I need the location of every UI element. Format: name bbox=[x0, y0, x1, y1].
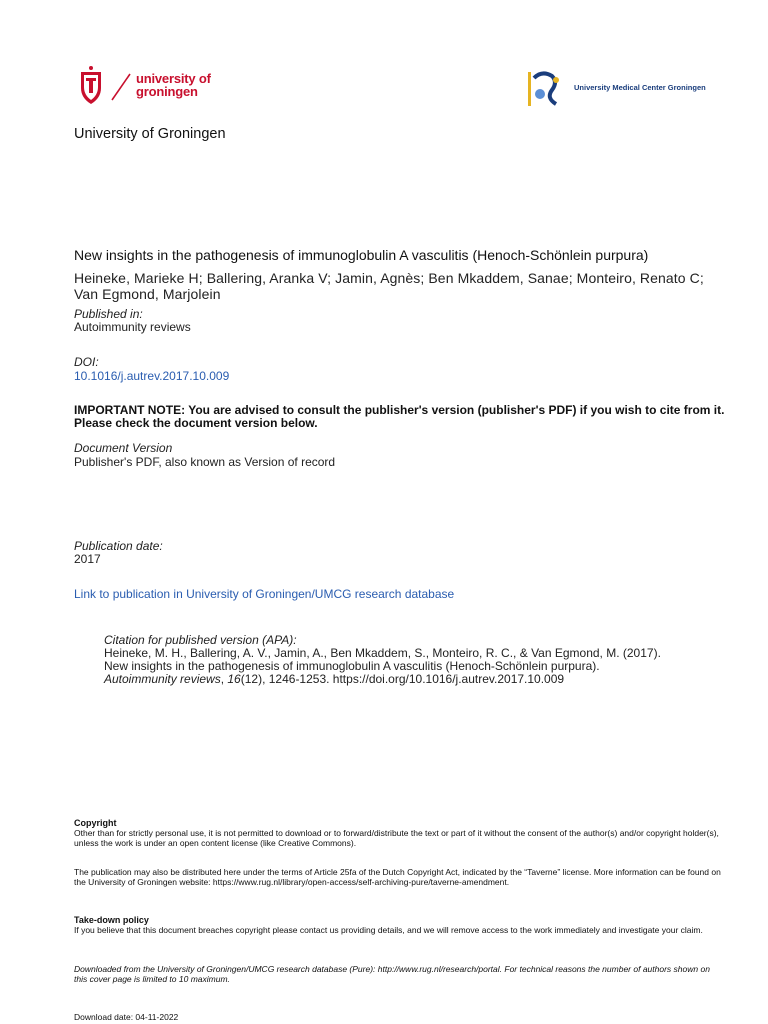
citation-sep: , bbox=[220, 672, 228, 686]
copyright-heading: Copyright bbox=[74, 818, 117, 828]
citation-line1: Heineke, M. H., Ballering, A. V., Jamin, A., Ben Mkaddem, S., Monteiro, R. C., & Van Egmond, M. (2017). bbox=[104, 646, 661, 660]
copyright-text: Other than for strictly personal use, it is not permitted to download or to forward/distribute the text or part of it without the consent of the author(s) and/or copyright holder(s), unless the work is under an open content license (like Creative Commons). bbox=[74, 828, 719, 848]
published-in-label: Published in: bbox=[74, 307, 143, 321]
downloaded-from-text: Downloaded from the University of Groningen/UMCG research database (Pure): http://www.rug.nl/research/portal. For technical reasons the number of authors shown on this cover page is limited to 10 maximum. bbox=[74, 964, 710, 984]
citation-label: Citation for published version (APA): bbox=[104, 633, 297, 647]
university-of-groningen-logo bbox=[78, 66, 228, 108]
citation-journal: Autoimmunity reviews bbox=[104, 672, 221, 686]
published-in-value: Autoimmunity reviews bbox=[74, 320, 191, 334]
download-date: Download date: 04-11-2022 bbox=[74, 1012, 179, 1022]
research-database-link[interactable]: Link to publication in University of Groningen/UMCG research database bbox=[74, 587, 455, 601]
rug-logo-line2: groningen bbox=[136, 84, 198, 99]
citation-block bbox=[104, 634, 744, 686]
publication-date-label: Publication date: bbox=[74, 539, 163, 553]
citation-line2: New insights in the pathogenesis of immunoglobulin A vasculitis (Henoch-Schönlein purpura). bbox=[104, 659, 600, 673]
article-authors: Heineke, Marieke H; Ballering, Aranka V; Jamin, Agnès; Ben Mkaddem, Sanae; Monteiro, Renato C; Van Egmond, Marjolein bbox=[74, 270, 704, 302]
crest-icon bbox=[78, 66, 138, 108]
taverne-text: The publication may also be distributed here under the terms of Article 25fa of the Dutch Copyright Act, indicated by the “Taverne” license. More information can be found on the University of Groningen website: https://www.rug.nl/library/open-access/self-archiving-pure/taverne-amendment. bbox=[74, 867, 721, 887]
publication-date-value: 2017 bbox=[74, 552, 101, 566]
document-version-label: Document Version bbox=[74, 441, 173, 455]
citation-line3 bbox=[104, 673, 744, 686]
umcg-emblem-icon bbox=[526, 68, 570, 110]
takedown-heading: Take-down policy bbox=[74, 915, 149, 925]
takedown-text: If you believe that this document breaches copyright please contact us providing details, and we will remove access to the work immediately and investigate your claim. bbox=[74, 925, 703, 935]
important-note: IMPORTANT NOTE: You are advised to consult the publisher's version (publisher's PDF) if you wish to cite from it. Please check the document version below. bbox=[74, 403, 725, 430]
umcg-logo-text: University Medical Center Groningen bbox=[574, 83, 706, 92]
umcg-logo bbox=[526, 68, 706, 110]
article-title: New insights in the pathogenesis of immunoglobulin A vasculitis (Henoch-Schönlein purpura) bbox=[74, 247, 649, 263]
document-version-value: Publisher's PDF, also known as Version of record bbox=[74, 455, 336, 469]
doi-link[interactable]: 10.1016/j.autrev.2017.10.009 bbox=[74, 369, 230, 383]
citation-rest: (12), 1246-1253. https://doi.org/10.1016/j.autrev.2017.10.009 bbox=[240, 672, 565, 686]
rug-logo-line1: university of bbox=[136, 71, 211, 86]
university-heading: University of Groningen bbox=[74, 126, 226, 142]
citation-volume: 16 bbox=[227, 672, 241, 686]
doi-label: DOI: bbox=[74, 355, 99, 369]
